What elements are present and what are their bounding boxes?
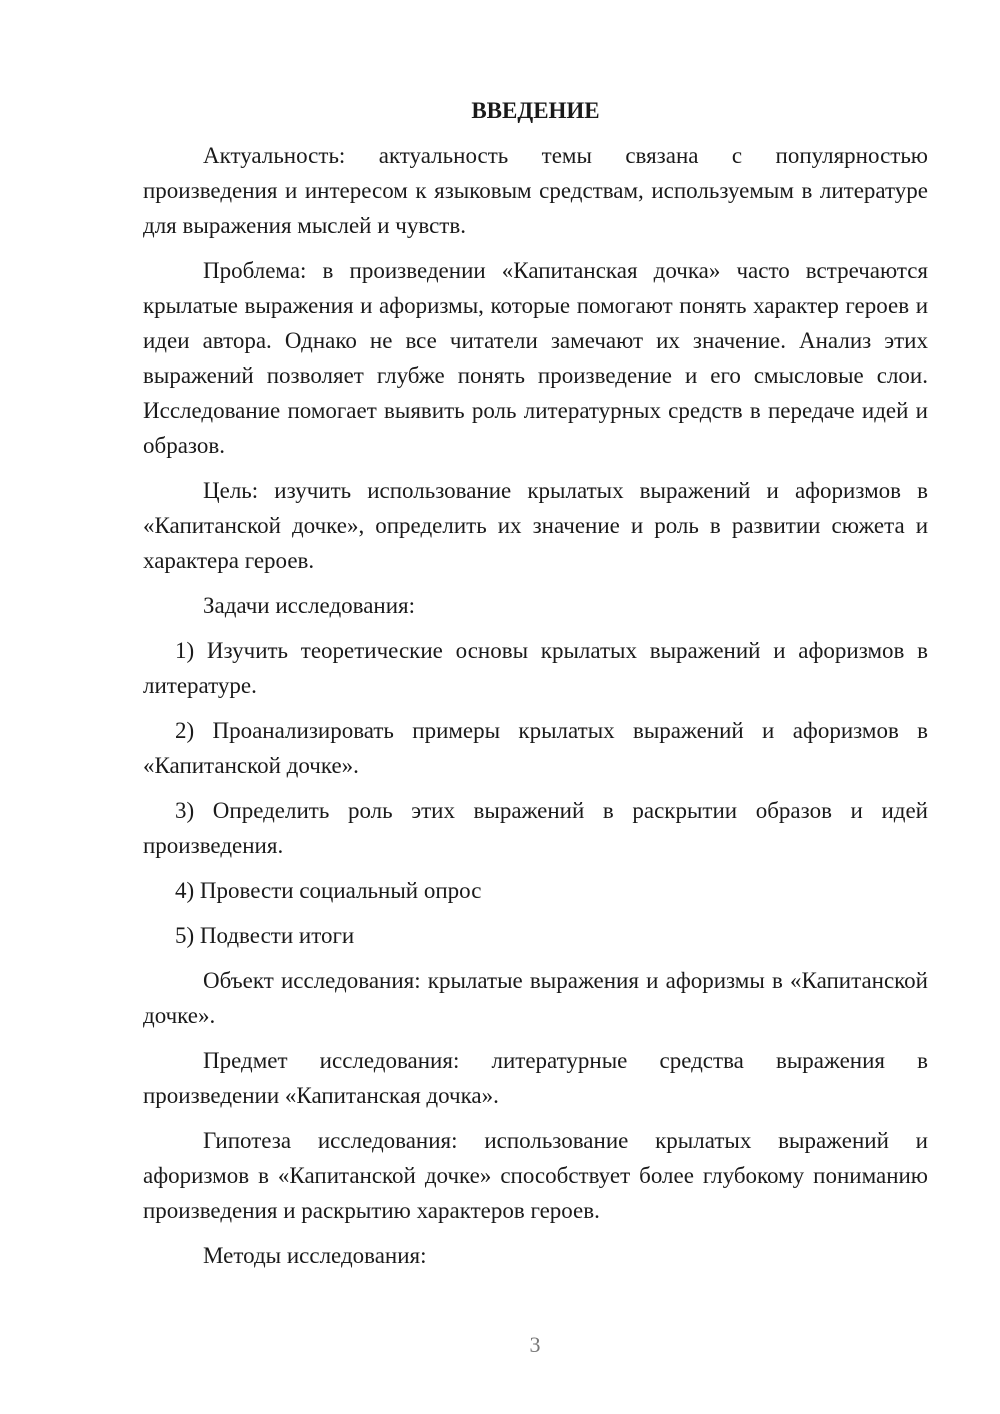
paragraph-object: Объект исследования: крылатые выражения и афоризмы в «Капитанской дочке».: [143, 968, 928, 1028]
paragraph-relevance: Актуальность: актуальность темы связана с популярностью произведения и интересом к языковым средствам, используемым в литературе для выражения мыслей и чувств.: [143, 143, 928, 238]
page-number: 3: [529, 1332, 541, 1357]
section-title: ВВЕДЕНИЕ: [471, 98, 600, 123]
task-item: 3) Определить роль этих выражений в раскрытии образов и идей произведения.: [143, 798, 928, 858]
task-item: 5) Подвести итоги: [175, 923, 355, 948]
task-item: 1) Изучить теоретические основы крылатых выражений и афоризмов в литературе.: [143, 638, 928, 698]
paragraph-subject: Предмет исследования: литературные средства выражения в произведении «Капитанская дочка».: [143, 1048, 928, 1108]
paragraph-tasks-heading: Задачи исследования:: [203, 593, 416, 618]
paragraph-hypothesis: Гипотеза исследования: использование крылатых выражений и афоризмов в «Капитанской дочке» способствует более глубокому пониманию произведения и раскрытию характеров героев.: [143, 1128, 928, 1223]
paragraph-methods: Методы исследования:: [203, 1243, 427, 1268]
paragraph-goal: Цель: изучить использование крылатых выражений и афоризмов в «Капитанской дочке», определить их значение и роль в развитии сюжета и характера героев.: [143, 478, 928, 573]
task-item: 2) Проанализировать примеры крылатых выражений и афоризмов в «Капитанской дочке».: [143, 718, 928, 778]
task-item: 4) Провести социальный опрос: [175, 878, 482, 903]
paragraph-problem: Проблема: в произведении «Капитанская дочка» часто встречаются крылатые выражения и афоризмы, которые помогают понять характер героев и идеи автора. Однако не все читатели замечают их значение. Анализ этих выражений позволяет глубже понять произведение и его смысловые слои. Исследование помогает выявить роль литературных средств в передаче идей и образов.: [143, 258, 928, 458]
page-body: [143, 96, 928, 1283]
